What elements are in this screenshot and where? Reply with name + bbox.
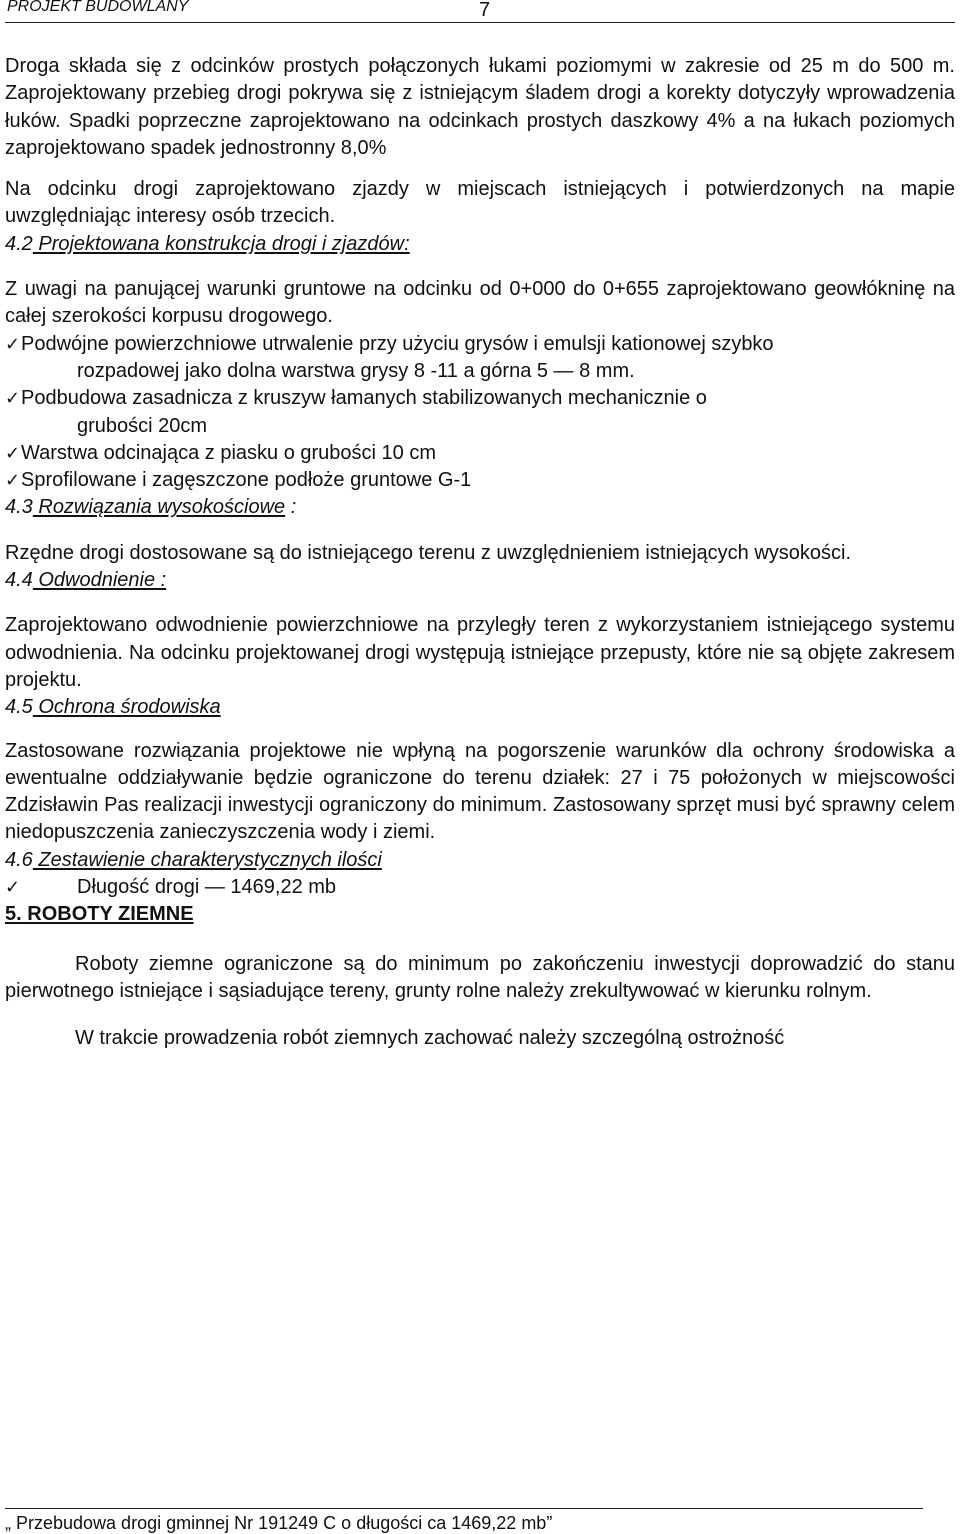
paragraph-earthworks-caution: W trakcie prowadzenia robót ziemnych zachować należy szczególną ostrożność xyxy=(75,1027,785,1050)
section-number: 4.6 xyxy=(5,848,33,871)
footer-text: „ Przebudowa drogi gminnej Nr 191249 C o długości ca 1469,22 mb” xyxy=(5,1513,553,1533)
footer-divider xyxy=(5,1508,923,1509)
section-title-suffix: : xyxy=(285,496,297,519)
section-number: 4.4 xyxy=(5,569,33,592)
section-heading-4-5 xyxy=(5,694,955,721)
page-number: 7 xyxy=(479,0,491,21)
section-title: Rozwiązania wysokościowe xyxy=(32,496,286,519)
paragraph-geotextile: Z uwagi na panującej warunki gruntowe na odcinku od 0+000 do 0+655 zaprojektowano geowłókninę na całej szerokości korpusu drogowego. xyxy=(5,278,955,328)
paragraph-earthworks: Roboty ziemne ograniczone są do minimum po zakończeniu inwestycji doprowadzić do stanu pierwotnego istniejące i sąsiadujące tereny, grunty rolne należy zrekultywować w kierunku rolnym. xyxy=(5,952,955,1002)
section-number: 4.5 xyxy=(5,696,33,719)
check-icon: ✓ xyxy=(5,388,21,410)
paragraph-environment: Zastosowane rozwiązania projektowe nie wpłyną na pogorszenie warunków dla ochrony środowiska a ewentualne oddziaływanie będzie ograniczone do terenu działek: 27 i 75 położonych w miejscowości Zdzisławin Pas realizacji inwestycji ograniczony do minimum. Zastosowany sprzęt musi być sprawny celem niedopuszczenia zanieczyszczenia wody i ziemi. xyxy=(5,739,955,844)
checklist-item xyxy=(5,440,955,467)
paragraph-driveways: Na odcinku drogi zaprojektowano zjazdy w miejscach istniejących i potwierdzonych na mapie uwzględniając interesy osób trzecich. xyxy=(5,178,955,228)
check-icon: ✓ xyxy=(5,333,21,355)
section-title: Zestawienie charakterystycznych ilości xyxy=(32,848,382,871)
checklist-item xyxy=(5,467,955,494)
checklist-item-first-line: Podwójne powierzchniowe utrwalenie przy użyciu grysów i emulsji kationowej szybko xyxy=(21,332,774,355)
section-number: 4.3 xyxy=(5,496,33,519)
header-title: PROJEKT BUDOWLANY xyxy=(7,0,189,15)
checklist-item-label: Warstwa odcinająca z piasku o grubości 10 cm xyxy=(21,441,436,464)
check-icon: ✓ xyxy=(5,470,21,492)
section-title: ROBOTY ZIEMNE xyxy=(21,903,194,926)
checklist-item-rest: grubości 20cm xyxy=(77,414,208,437)
checklist-item-rest: rozpadowej jako dolna warstwa grysy 8 -11 a górna 5 — 8 mm. xyxy=(77,359,635,382)
section-heading-4-3 xyxy=(5,494,955,521)
document-body xyxy=(5,53,955,1053)
paragraph-elevations: Rzędne drogi dostosowane są do istniejącego terenu z uwzględnieniem istniejących wysokości. xyxy=(5,541,852,564)
page-header xyxy=(5,0,955,23)
check-icon: ✓ xyxy=(5,442,21,464)
section-title: Projektowana konstrukcja drogi i zjazdów: xyxy=(32,232,410,255)
checklist-item xyxy=(5,874,955,901)
section-heading-4-4 xyxy=(5,567,955,594)
section-heading-4-2 xyxy=(5,231,955,258)
section-title: Odwodnienie : xyxy=(32,569,167,592)
checklist-item-first-line: Podbudowa zasadnicza z kruszyw łamanych stabilizowanych mechanicznie o xyxy=(21,387,707,410)
check-icon: ✓ xyxy=(5,877,21,899)
checklist-item-label: Sprofilowane i zagęszczone podłoże gruntowe G-1 xyxy=(21,469,472,492)
section-heading-5 xyxy=(5,901,955,928)
paragraph-road-geometry: Droga składa się z odcinków prostych połączonych łukami poziomymi w zakresie od 25 m do 500 m. Zaprojektowany przebieg drogi pokrywa się z istniejącym śladem drogi a korekty dotyczyły wprowadzenia łuków. Spadki poprzeczne zaprojektowano na odcinkach prostych daszkowy 4% a na łukach poziomych zaprojektowano spadek jednostronny 8,0% xyxy=(5,55,955,159)
checklist-item xyxy=(5,385,955,440)
checklist-item-label: Długość drogi — 1469,22 mb xyxy=(77,876,337,899)
section-heading-4-6 xyxy=(5,847,955,874)
checklist-item xyxy=(5,331,955,386)
section-number: 4.2 xyxy=(5,232,33,255)
section-number: 5. xyxy=(5,903,22,926)
section-title: Ochrona środowiska xyxy=(32,696,221,719)
paragraph-drainage: Zaprojektowano odwodnienie powierzchniowe na przyległy teren z wykorzystaniem istniejącego systemu odwodnienia. Na odcinku projektowanej drogi występują istniejące przepusty, które nie są objęte zakresem projektu. xyxy=(5,614,955,691)
